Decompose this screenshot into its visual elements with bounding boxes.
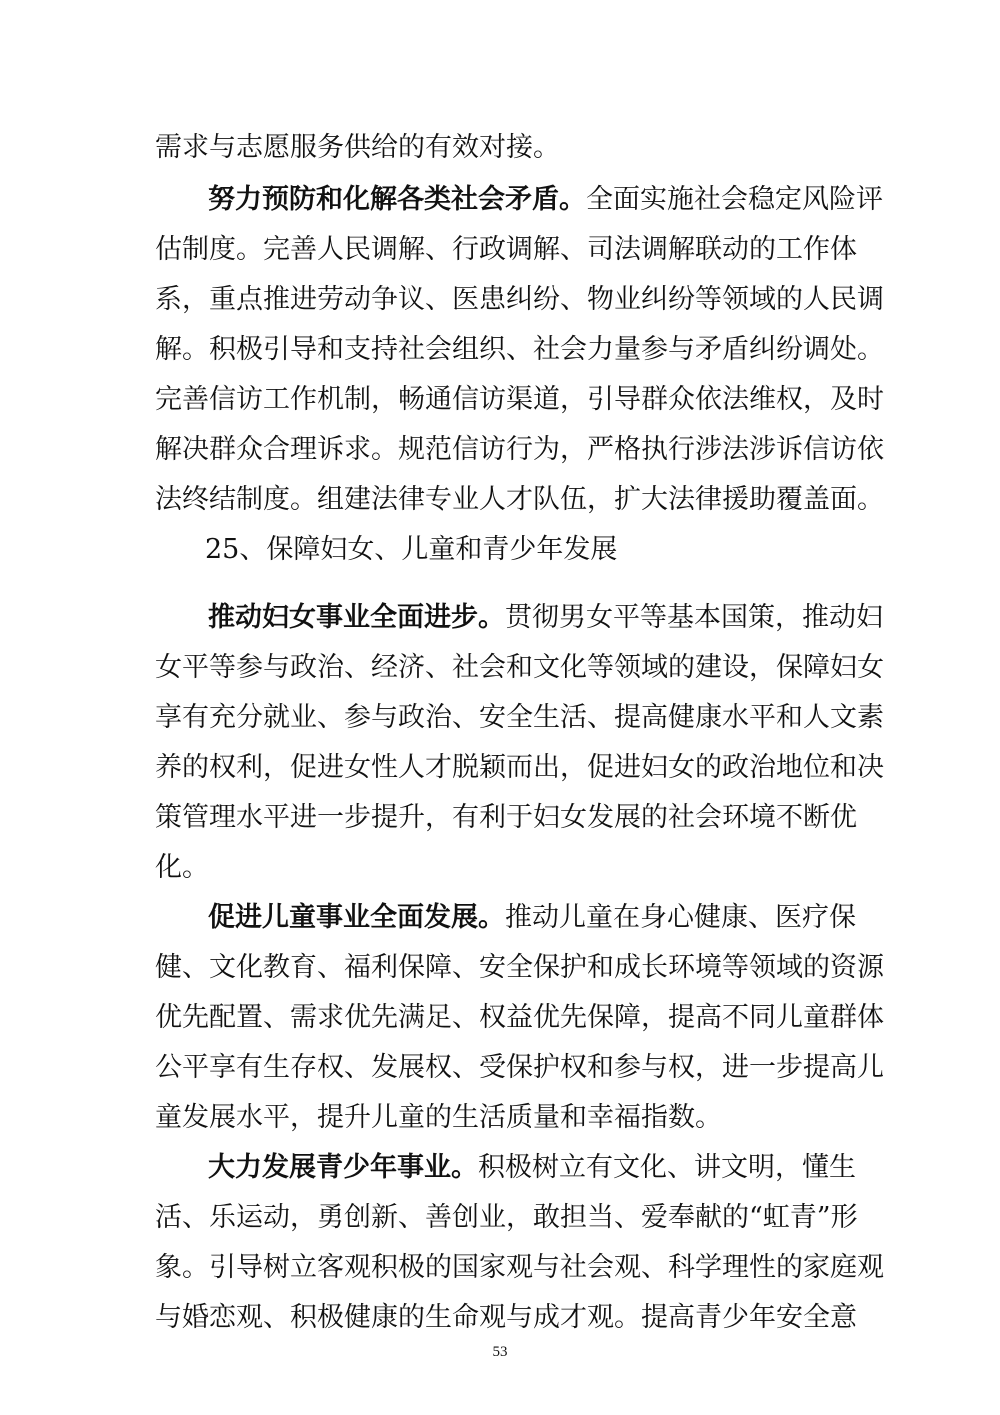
text-line: 策管理水平进一步提升，有利于妇女发展的社会环境不断优 xyxy=(155,802,857,833)
text-line: 童发展水平，提升儿童的生活质量和幸福指数。 xyxy=(155,1102,722,1133)
text-line: 象。引导树立客观积极的国家观与社会观、科学理性的家庭观 xyxy=(155,1252,884,1283)
paragraph-first-line: 推动妇女事业全面进步。贯彻男女平等基本国策，推动妇 xyxy=(208,602,883,633)
text-line: 女平等参与政治、经济、社会和文化等领域的建设，保障妇女 xyxy=(155,652,884,683)
text-line: 需求与志愿服务供给的有效对接。 xyxy=(155,132,560,163)
text-line: 健、文化教育、福利保障、安全保护和成长环境等领域的资源 xyxy=(155,952,884,983)
paragraph-heading: 努力预防和化解各类社会矛盾。 xyxy=(208,184,586,215)
text-line: 系，重点推进劳动争议、医患纠纷、物业纠纷等领域的人民调 xyxy=(155,284,884,315)
paragraph-heading: 推动妇女事业全面进步。 xyxy=(208,602,505,633)
paragraph-first-line: 促进儿童事业全面发展。推动儿童在身心健康、医疗保 xyxy=(208,902,856,933)
paragraph-heading: 促进儿童事业全面发展。 xyxy=(208,902,505,933)
text-line: 法终结制度。组建法律专业人才队伍，扩大法律援助覆盖面。 xyxy=(155,484,884,515)
text-line: 优先配置、需求优先满足、权益优先保障，提高不同儿童群体 xyxy=(155,1002,884,1033)
paragraph-first-line: 大力发展青少年事业。积极树立有文化、讲文明，懂生 xyxy=(208,1152,856,1183)
page-number: 53 xyxy=(492,1344,508,1360)
text-line: 活、乐运动，勇创新、善创业，敢担当、爱奉献的“虹青”形 xyxy=(155,1202,858,1233)
paragraph-heading: 大力发展青少年事业。 xyxy=(208,1152,478,1183)
text-line: 与婚恋观、积极健康的生命观与成才观。提高青少年安全意 xyxy=(155,1302,857,1333)
text-line: 解。积极引导和支持社会组织、社会力量参与矛盾纠纷调处。 xyxy=(155,334,884,365)
section-title: 25、保障妇女、儿童和青少年发展 xyxy=(205,534,618,565)
text-line: 解决群众合理诉求。规范信访行为，严格执行涉法涉诉信访依 xyxy=(155,434,884,465)
text-line: 估制度。完善人民调解、行政调解、司法调解联动的工作体 xyxy=(155,234,857,265)
text-line: 养的权利，促进女性人才脱颖而出，促进妇女的政治地位和决 xyxy=(155,752,884,783)
text-line: 公平享有生存权、发展权、受保护权和参与权，进一步提高儿 xyxy=(155,1052,884,1083)
text-line: 享有充分就业、参与政治、安全生活、提高健康水平和人文素 xyxy=(155,702,884,733)
text-line: 化。 xyxy=(155,852,209,883)
paragraph-first-line: 努力预防和化解各类社会矛盾。全面实施社会稳定风险评 xyxy=(208,184,883,215)
text-line: 完善信访工作机制，畅通信访渠道，引导群众依法维权，及时 xyxy=(155,384,884,415)
